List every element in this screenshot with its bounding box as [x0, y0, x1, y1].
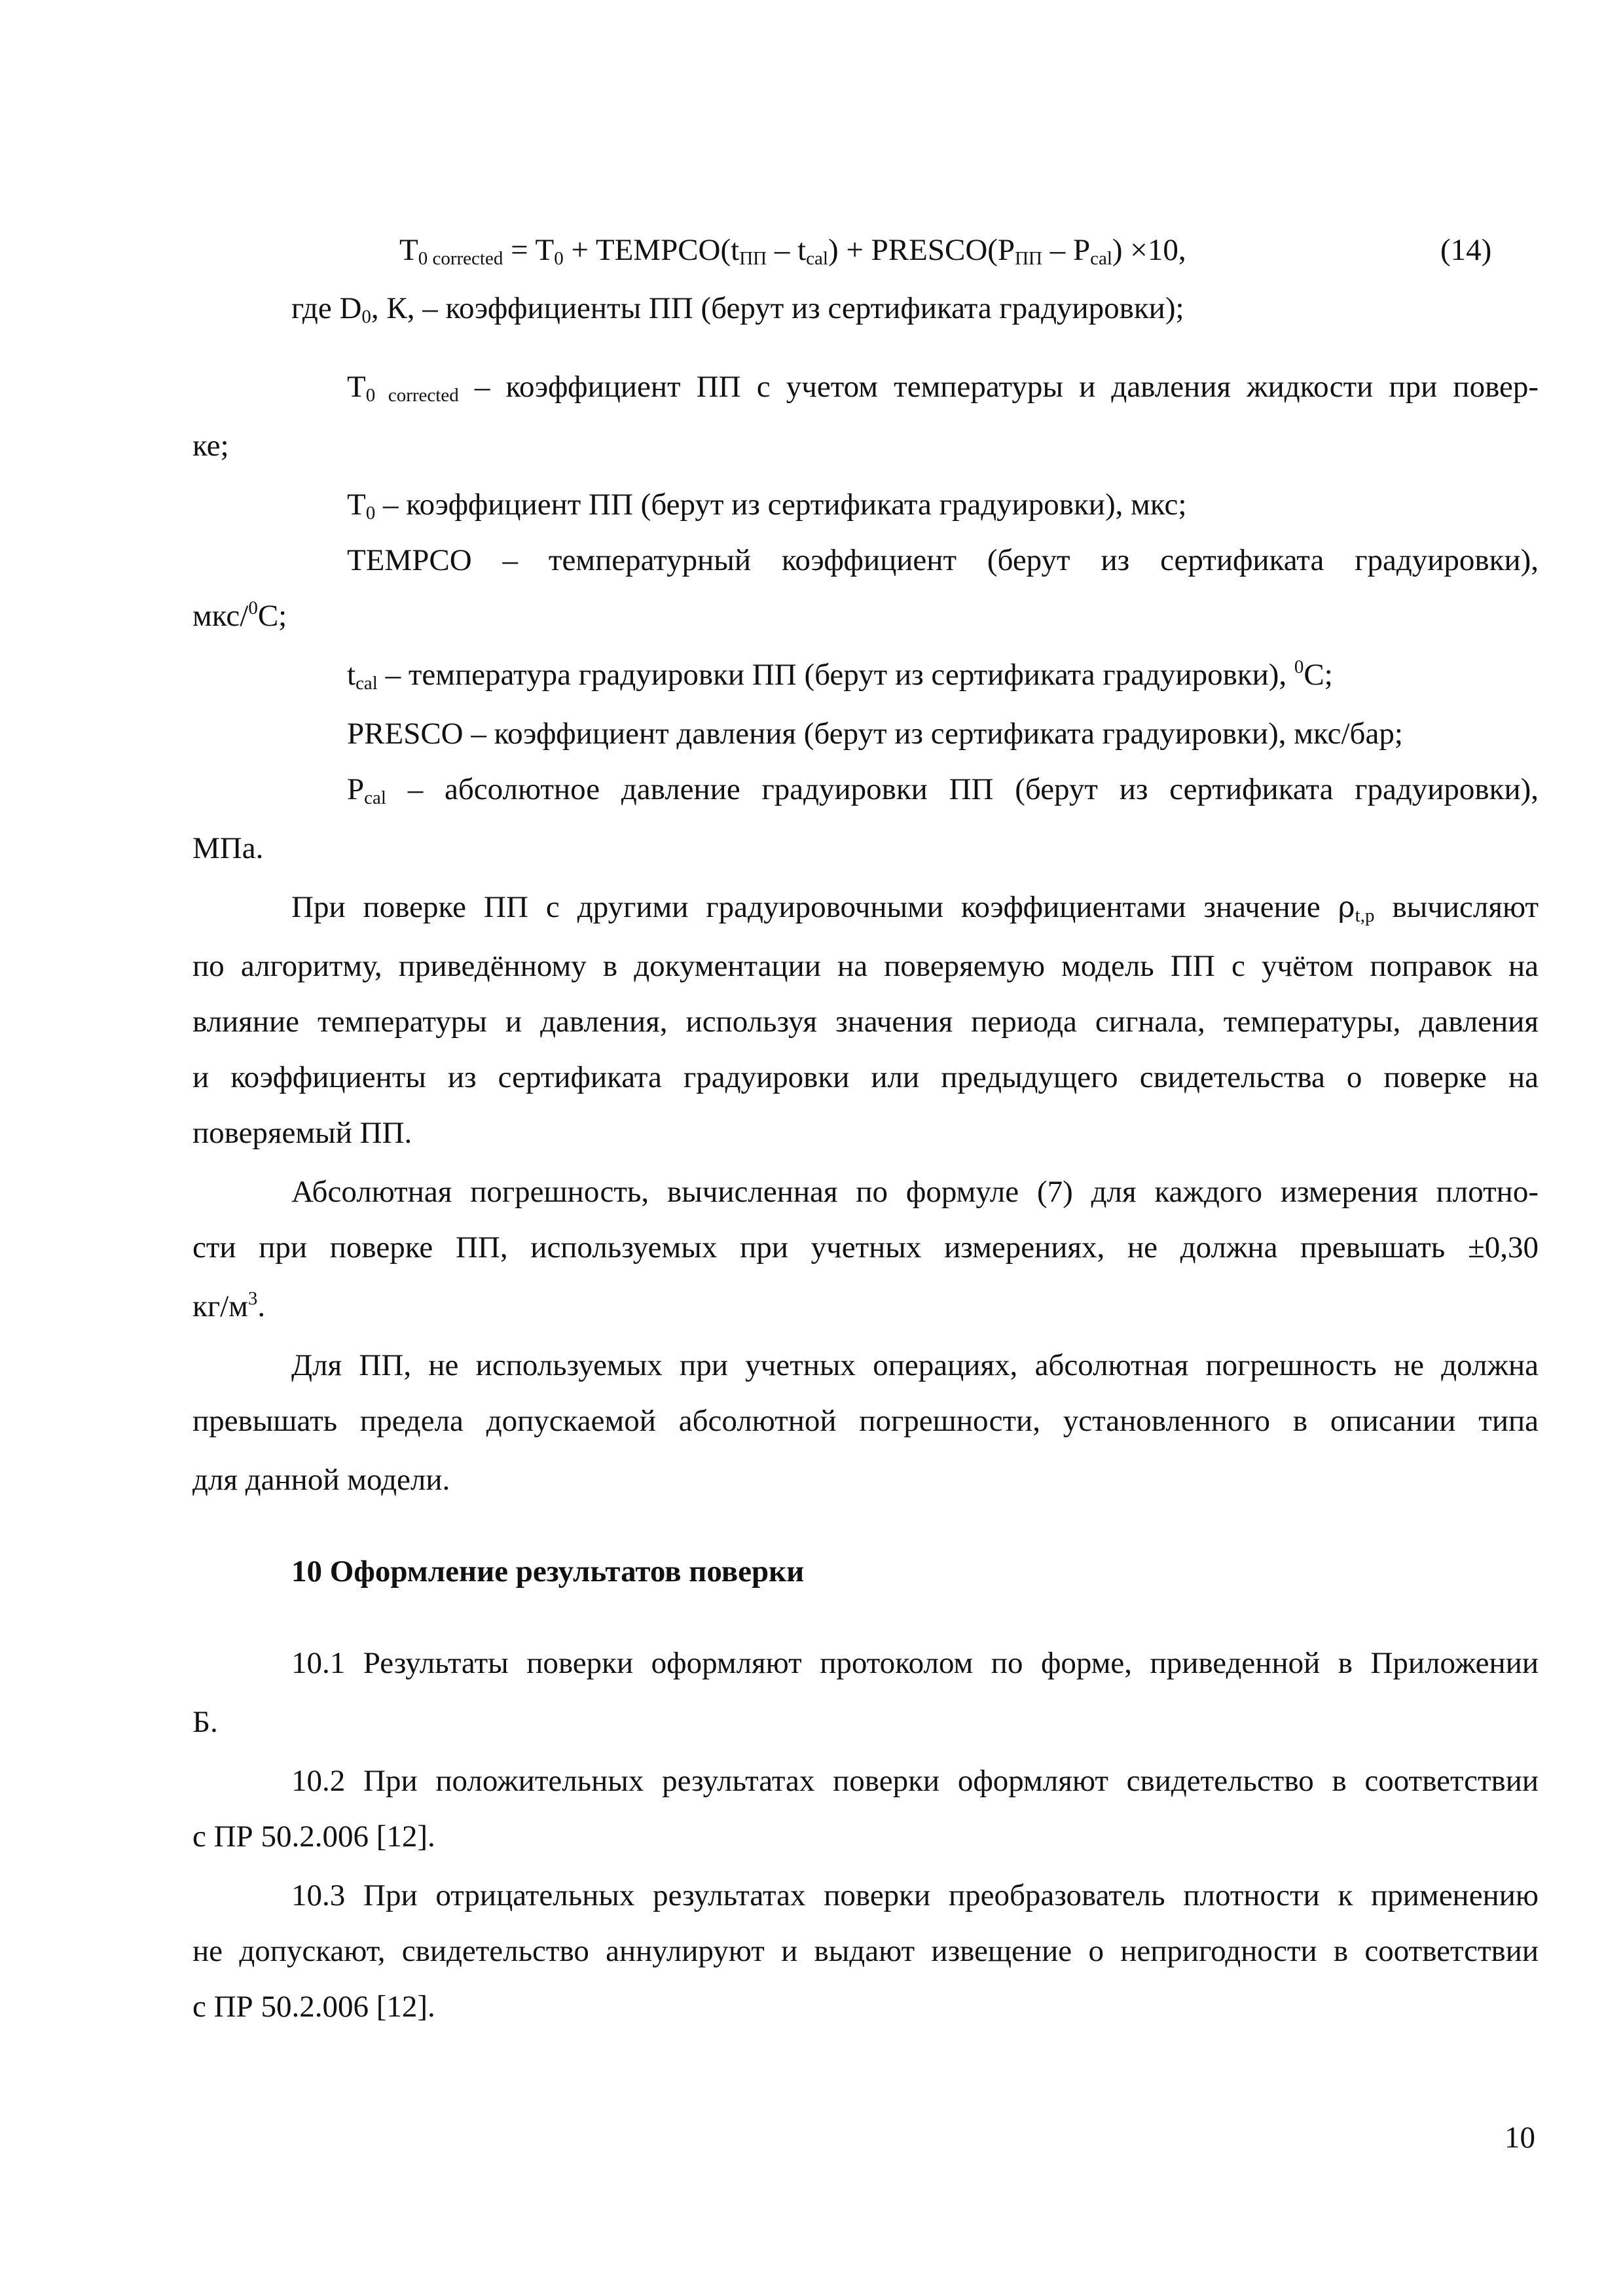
superscript: 0	[248, 598, 258, 619]
text-span: где D	[291, 291, 362, 325]
where-line-pcal-cont: МПа.	[192, 831, 264, 865]
subscript: 0	[361, 306, 371, 327]
page-number: 10	[1504, 2121, 1535, 2155]
where-line-tcal	[347, 655, 1333, 694]
text-span: вычисляют	[1374, 890, 1539, 924]
formula-text: – t	[767, 233, 807, 267]
paragraph-abs-line-1: Абсолютная погрешность, вычисленная по формуле (7) для каждого измерения плотно-	[291, 1175, 1539, 1209]
text-span: , К, – коэффициенты ПП (берут из сертификата градуировки);	[371, 291, 1184, 325]
formula-14	[399, 230, 1186, 270]
item-10-3-line-2: не допускают, свидетельство аннулируют и выдают извещение о непригодности в соответствии	[192, 1934, 1539, 1968]
text-span: мкс/	[192, 599, 249, 633]
superscript: 3	[247, 1288, 258, 1309]
formula-text: = T	[503, 233, 555, 267]
text-span: кг/м	[192, 1289, 248, 1323]
item-10-3-line-3: с ПР 50.2.006 [12].	[192, 1990, 435, 2024]
formula-subscript: cal	[806, 248, 828, 269]
text-span: T	[347, 488, 366, 522]
item-10-1-line-1: 10.1 Результаты поверки оформляют протоколом по форме, приведенной в Приложении	[291, 1646, 1539, 1680]
subscript: 0 corrected	[365, 385, 459, 406]
paragraph-abs-line-3	[192, 1287, 265, 1326]
text-span: T	[347, 370, 366, 404]
formula-subscript: 0 corrected	[418, 248, 503, 269]
subscript: cal	[364, 787, 386, 808]
text-span: P	[347, 772, 365, 806]
paragraph-other-line-3: влияние температуры и давления, используя значения периода сигнала, температуры, давления	[192, 1005, 1539, 1039]
formula-text: ) ×10,	[1112, 233, 1186, 267]
subscript: 0	[365, 503, 376, 524]
formula-number: (14)	[1440, 233, 1492, 267]
text-span: .	[257, 1289, 266, 1323]
text-span: t	[347, 658, 356, 692]
subscript: t,p	[1355, 905, 1375, 926]
text-span: С;	[257, 599, 287, 633]
paragraph-nonacc-line-3: для данной модели.	[192, 1463, 450, 1497]
text-span: – абсолютное давление градуировки ПП (берут из сертификата градуировки),	[386, 772, 1539, 806]
item-10-1-line-2: Б.	[192, 1705, 218, 1739]
where-line-pcal	[347, 770, 1539, 809]
where-line-coefficients	[291, 289, 1184, 328]
paragraph-other-line-1	[291, 888, 1539, 927]
text-span: – коэффициент ПП (берут из сертификата градуировки), мкс;	[375, 488, 1187, 522]
paragraph-other-line-2: по алгоритму, приведённому в документации на поверяемую модель ПП с учётом поправок на	[192, 949, 1539, 983]
where-line-tempco-cont	[192, 596, 287, 636]
formula-text: – P	[1042, 233, 1091, 267]
text-span: – температура градуировки ПП (берут из сертификата градуировки),	[377, 658, 1294, 692]
paragraph-other-line-4: и коэффициенты из сертификата градуировки или предыдущего свидетельства о поверке на	[192, 1060, 1539, 1094]
paragraph-nonacc-line-2: превышать предела допускаемой абсолютной погрешности, установленного в описании типа	[192, 1404, 1539, 1438]
formula-subscript: 0	[554, 248, 564, 269]
subscript: cal	[356, 673, 378, 694]
item-10-2-line-1: 10.2 При положительных результатах поверки оформляют свидетельство в соответствии	[291, 1764, 1539, 1798]
where-line-presco: PRESCO – коэффициент давления (берут из сертификата градуировки), мкс/бар;	[347, 717, 1403, 751]
where-line-t0-corrected-cont: ке;	[192, 429, 229, 463]
where-line-tempco: TEMPCO – температурный коэффициент (берут из сертификата градуировки),	[347, 543, 1539, 577]
text-span: С;	[1304, 658, 1333, 692]
item-10-2-line-2: с ПР 50.2.006 [12].	[192, 1820, 435, 1854]
item-10-3-line-1: 10.3 При отрицательных результатах поверки преобразователь плотности к применению	[291, 1878, 1539, 1912]
formula-subscript: ПП	[1015, 248, 1042, 269]
paragraph-abs-line-2: сти при поверке ПП, используемых при учетных измерениях, не должна превышать ±0,30	[192, 1230, 1539, 1265]
superscript: 0	[1294, 656, 1304, 677]
paragraph-other-line-5: поверяемый ПП.	[192, 1116, 412, 1150]
section-heading: 10 Оформление результатов поверки	[291, 1554, 805, 1588]
paragraph-nonacc-line-1: Для ПП, не используемых при учетных операциях, абсолютная погрешность не должна	[291, 1348, 1539, 1382]
rho-symbol: ρ	[1338, 891, 1355, 924]
text-span: – коэффициент ПП с учетом температуры и давления жидкости при повер-	[458, 370, 1539, 404]
formula-subscript: cal	[1090, 248, 1112, 269]
formula-text: + TEMPCO(t	[563, 233, 740, 267]
formula-t0-corrected: T	[399, 233, 418, 267]
formula-subscript: ПП	[739, 248, 767, 269]
text-span: При поверке ПП с другими градуировочными коэффициентами значение	[291, 890, 1338, 924]
formula-text: ) + PRESCO(P	[828, 233, 1015, 267]
where-line-t0	[347, 485, 1186, 524]
where-line-t0-corrected	[347, 367, 1539, 406]
